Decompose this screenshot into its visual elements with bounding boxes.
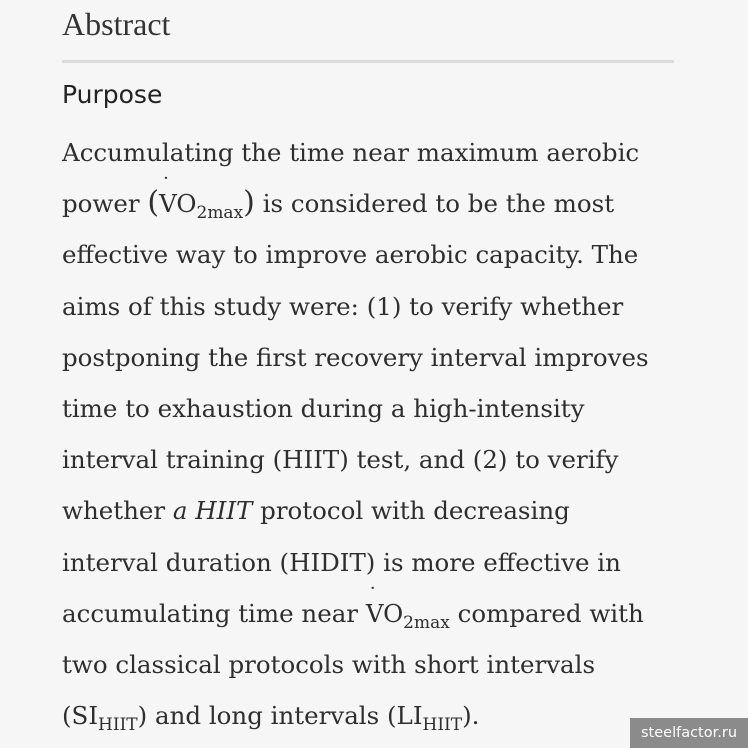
vo2max-symbol: · $VO_{2max}$ xyxy=(159,168,244,224)
abstract-line: interval duration (HIDIT) is more effective in xyxy=(62,547,621,577)
abstract-line: time to exhaustion during a high-intensity xyxy=(62,393,585,423)
abstract-line: accumulating time near · $VO_{2max}$ compared with xyxy=(62,588,742,639)
purpose-heading: Purpose xyxy=(62,80,163,109)
abstract-line: postponing the first recovery interval improves xyxy=(62,342,649,372)
abstract-paragraph xyxy=(62,127,742,741)
watermark: steelfactor.ru xyxy=(630,718,748,748)
abstract-heading: Abstract xyxy=(62,6,171,42)
hiit-italic: a HIIT xyxy=(172,496,253,526)
vo2max-symbol: · $VO_{2max}$ xyxy=(365,577,450,633)
abstract-line: Accumulating the time near maximum aerobic xyxy=(62,138,640,167)
abstract-line: interval training (HIIT) test, and (2) to verify xyxy=(62,445,619,475)
abstract-line: $(SI_{HIIT})$ and long intervals $(LI_{HIIT})$. xyxy=(62,701,480,736)
abstract-line: whether a HIIT protocol with decreasing xyxy=(62,496,570,526)
abstract-line: two classical protocols with short intervals xyxy=(62,649,596,679)
section-divider xyxy=(62,60,674,63)
abstract-line: aims of this study were: (1) to verify whether xyxy=(62,291,624,321)
abstract-line: power ( · $VO_{2max}$) is considered to be the most xyxy=(62,178,742,229)
abstract-line: effective way to improve aerobic capacity. The xyxy=(62,240,639,270)
